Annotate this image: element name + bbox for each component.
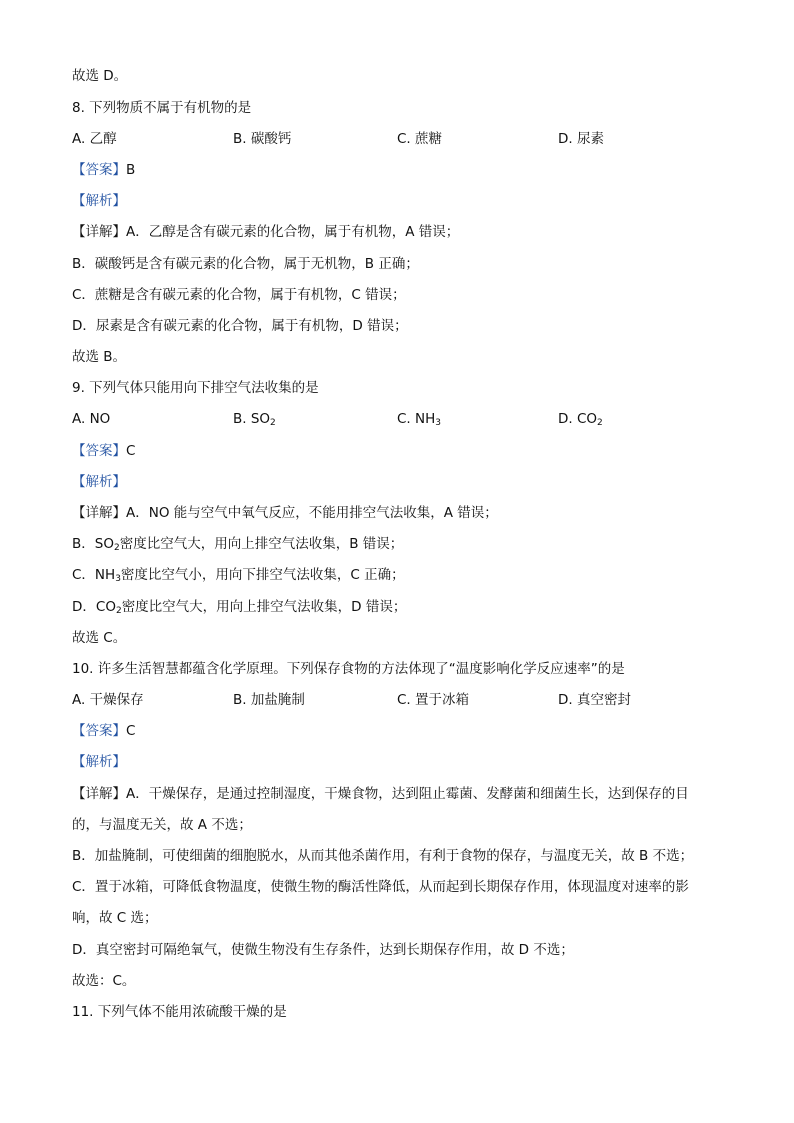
q8-option-d: D. 尿素 (558, 131, 604, 147)
question-8-options (0, 129, 794, 149)
q8-detail-d: D．尿素是含有碳元素的化合物，属于有机物，D 错误； (72, 318, 408, 334)
q9-option-c: C. $NH_3$ (397, 411, 441, 428)
detail-label: 【详解】 (72, 224, 126, 240)
q10-detail-d: D．真空密封可隔绝氧气，使微生物没有生存条件，达到长期保存作用，故 D 不选； (72, 942, 574, 958)
q10-option-a: A. 干燥保存 (72, 692, 144, 708)
answer-value: C (126, 723, 136, 739)
q10-option-c: C. 置于冰箱 (397, 692, 470, 708)
question-9-stem: 9. 下列气体只能用向下排空气法收集的是 (72, 380, 319, 396)
q9-detail-d: D．$CO_2$密度比空气大，用向上排空气法收集，D 错误； (72, 599, 407, 616)
answer-label: 【答案】 (72, 443, 126, 459)
q9-conclusion: 故选 C。 (72, 630, 127, 646)
q9-answer (72, 441, 135, 461)
detail-text: A．乙醇是含有碳元素的化合物，属于有机物，A 错误； (126, 224, 460, 240)
q9-option-b: B. $SO_2$ (233, 411, 276, 428)
question-9-options (0, 409, 794, 429)
q8-option-a: A. 乙醇 (72, 131, 117, 147)
q10-answer (72, 721, 135, 741)
q9-analysis-label: 【解析】 (72, 474, 126, 490)
question-10-options (0, 690, 794, 710)
question-10-stem: 10. 许多生活智慧都蕴含化学原理。下列保存食物的方法体现了“温度影响化学反应速率”的是 (72, 661, 625, 677)
answer-label: 【答案】 (72, 162, 126, 178)
q8-detail-b: B．碳酸钙是含有碳元素的化合物，属于无机物，B 正确； (72, 256, 419, 272)
q9-detail-b: B．$SO_2$密度比空气大，用向上排空气法收集，B 错误； (72, 536, 404, 553)
q10-option-d: D. 真空密封 (558, 692, 631, 708)
q8-option-b: B. 碳酸钙 (233, 131, 292, 147)
q8-detail-c: C．蔗糖是含有碳元素的化合物，属于有机物，C 错误； (72, 287, 406, 303)
detail-text: A．干燥保存，是通过控制湿度，干燥食物，达到阻止霉菌、发酵菌和细菌生长，达到保存的目 (126, 786, 689, 802)
q10-detail-a-cont: 的，与温度无关，故 A 不选； (72, 817, 252, 833)
answer-value: B (126, 162, 136, 178)
question-11-stem: 11. 下列气体不能用浓硫酸干燥的是 (72, 1004, 287, 1020)
q10-analysis-label: 【解析】 (72, 754, 126, 770)
q9-detail-a (72, 503, 498, 523)
q10-conclusion: 故选：C。 (72, 973, 136, 989)
q10-detail-a (72, 784, 689, 804)
q8-answer (72, 160, 135, 180)
detail-text: A．NO 能与空气中氧气反应，不能用排空气法收集，A 错误； (126, 505, 498, 521)
q8-option-c: C. 蔗糖 (397, 131, 443, 147)
answer-conclusion: 故选 D。 (72, 68, 128, 84)
detail-label: 【详解】 (72, 786, 126, 802)
answer-value: C (126, 443, 136, 459)
q10-detail-c-cont: 响，故 C 选； (72, 910, 158, 926)
answer-label: 【答案】 (72, 723, 126, 739)
question-8-stem: 8. 下列物质不属于有机物的是 (72, 100, 252, 116)
q8-analysis-label: 【解析】 (72, 193, 126, 209)
q9-option-a: A. NO (72, 411, 111, 427)
q10-detail-c: C．置于冰箱，可降低食物温度，使微生物的酶活性降低，从而起到长期保存作用，体现温度对速率的影 (72, 879, 689, 895)
q8-conclusion: 故选 B。 (72, 349, 127, 365)
q8-detail-a (72, 222, 459, 242)
detail-label: 【详解】 (72, 505, 126, 521)
q10-detail-b: B．加盐腌制，可使细菌的细胞脱水，从而其他杀菌作用，有利于食物的保存，与温度无关，故 B 不选； (72, 848, 694, 864)
q9-detail-c: C．$NH_3$密度比空气小，用向下排空气法收集，C 正确； (72, 567, 405, 584)
q9-option-d: D. $CO_2$ (558, 411, 603, 428)
q10-option-b: B. 加盐腌制 (233, 692, 305, 708)
